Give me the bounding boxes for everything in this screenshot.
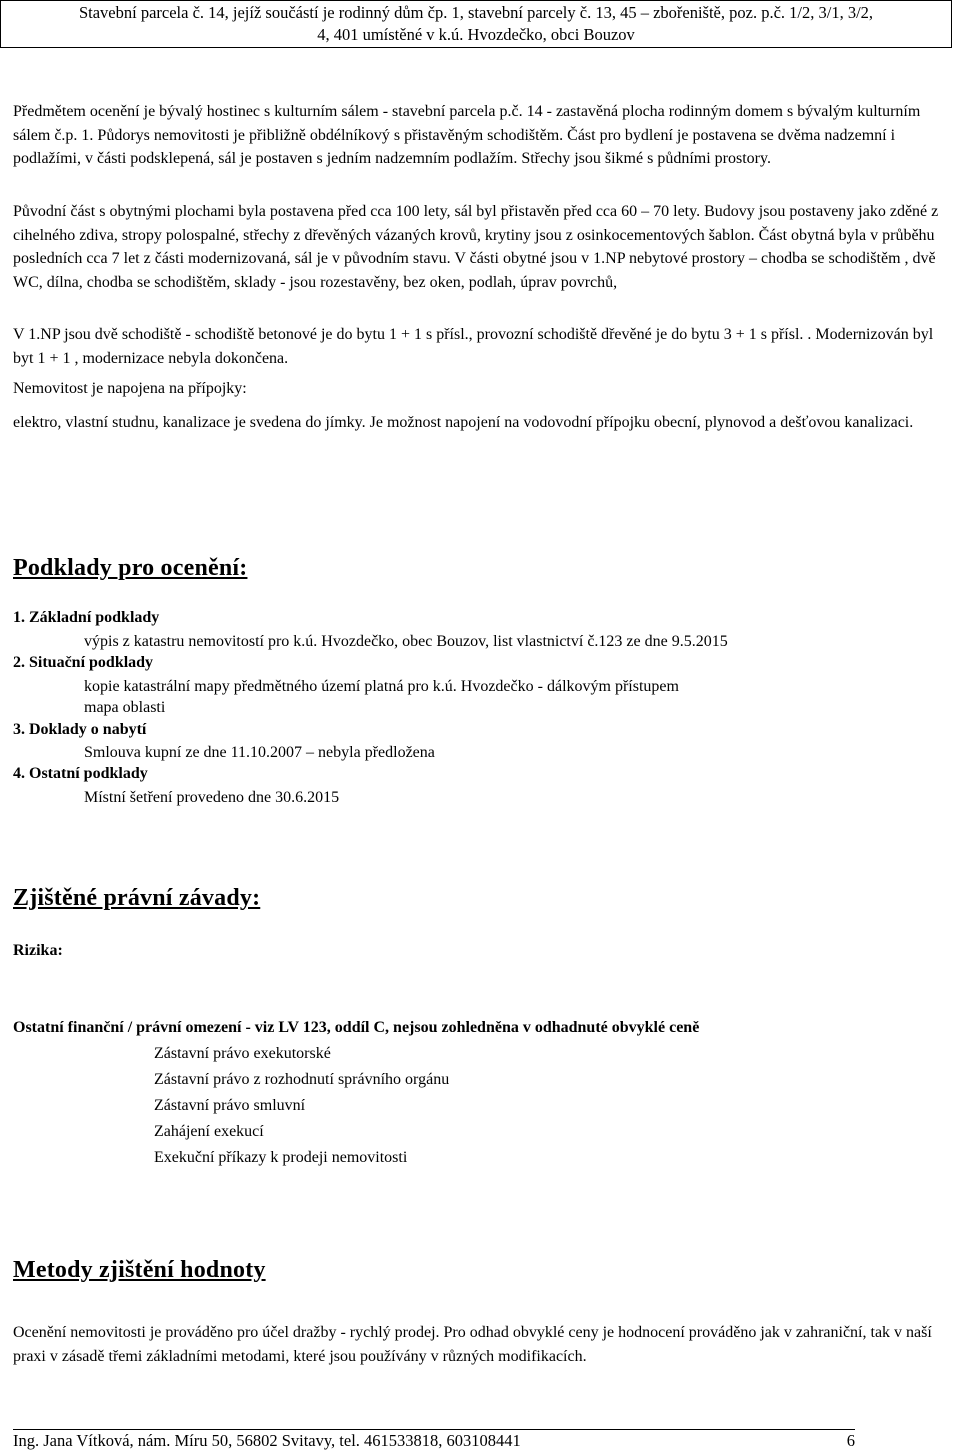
omezeni-item: Zahájení exekucí	[154, 1123, 264, 1140]
omezeni-item: Zástavní právo z rozhodnutí správního orgánu	[154, 1071, 450, 1088]
paragraph-connections: elektro, vlastní studnu, kanalizace je svedena do jímky. Je možnost napojení na vodovodní přípojku obecní, plynovod a dešťovou kanalizaci.	[13, 414, 914, 431]
footer-author: Ing. Jana Vítková, nám. Míru 50, 56802 Svitavy, tel. 461533818, 603108441	[13, 1431, 521, 1450]
podklady-item-1-detail: výpis z katastru nemovitostí pro k.ú. Hvozdečko, obec Bouzov, list vlastnictví č.123 ze dne 9.5.2015	[84, 633, 728, 650]
omezeni-item: Exekuční příkazy k prodeji nemovitosti	[154, 1149, 408, 1166]
header-line-2: 4, 401 umístěné v k.ú. Hvozdečko, obci Bouzov	[317, 25, 635, 44]
paragraph-subject: Předmětem ocenění je bývalý hostinec s kulturním sálem - stavební parcela p.č. 14 - zastavěná plocha rodinným domem s bývalým kulturním sálem č.p. 1. Půdorys nemovitosti je přibližně obdélníkový s přistavěným schodištěm. Část pro bydlení je postavena se dvěma nadzemní i podlažími, v části podsklepená, sál je postaven s jedním nadzemním podlažím. Střechy jsou šikmé s půdními prostory.	[13, 103, 921, 167]
heading-zavady: Zjištěné právní závady:	[13, 885, 261, 911]
podklady-item-2-title: 2. Situační podklady	[13, 654, 154, 671]
page-footer	[13, 1429, 855, 1452]
paragraph-history: Původní část s obytnými plochami byla postavena před cca 100 lety, sál byl přistavěn před cca 60 – 70 lety. Budovy jsou postaveny jako zděné z cihelného zdiva, stropy polospalné, střechy z dřevěných vázaných krovů, krytiny jsou z osinkocementových šablon. Část obytná byla v průběhu posledních cca 7 let z části modernizovaná, sál je v původním stavu. V části obytné jsou v 1.NP nebytové prostory – chodba se schodištěm , dvě WC, dílna, chodba se schodištěm, sklady - jsou rozestavěny, bez oken, podlah, úprav povrchů,	[13, 203, 939, 291]
paragraph-staircases: V 1.NP jsou dvě schodiště - schodiště betonové je do bytu 1 + 1 s přísl., provozní schodiště dřevěné je do bytu 3 + 1 s přísl. . Modernizován byl byt 1 + 1 , modernizace nebyla dokončena.	[13, 326, 934, 367]
podklady-item-2-detail-1: kopie katastrální mapy předmětného území platná pro k.ú. Hvozdečko - dálkovým přístupem	[84, 678, 679, 695]
podklady-item-1-title: 1. Základní podklady	[13, 609, 160, 626]
page-number: 6	[846, 1431, 855, 1450]
omezeni-item: Zástavní právo exekutorské	[154, 1045, 331, 1062]
heading-podklady: Podklady pro ocenění:	[13, 555, 248, 581]
podklady-item-4-detail: Místní šetření provedeno dne 30.6.2015	[84, 789, 340, 806]
page-header	[0, 0, 952, 48]
heading-metody: Metody zjištění hodnoty	[13, 1257, 266, 1283]
paragraph-metody: Ocenění nemovitosti je prováděno pro účel dražby - rychlý prodej. Pro odhad obvyklé ceny je hodnocení prováděno jak v zahraniční, tak v naší praxi v zásadě třemi základními metodami, které jsou používány v různých modifikacích.	[13, 1324, 932, 1365]
omezeni-item: Zástavní právo smluvní	[154, 1097, 306, 1114]
podklady-item-4-title: 4. Ostatní podklady	[13, 765, 148, 782]
podklady-item-3-detail: Smlouva kupní ze dne 11.10.2007 – nebyla předložena	[84, 744, 435, 761]
podklady-item-3-title: 3. Doklady o nabytí	[13, 721, 147, 738]
podklady-item-2-detail-2: mapa oblasti	[84, 699, 166, 716]
paragraph-connections-label: Nemovitost je napojena na přípojky:	[13, 380, 247, 397]
rizika-label: Rizika:	[13, 942, 63, 959]
header-line-1: Stavební parcela č. 14, jejíž součástí je rodinný dům čp. 1, stavební parcely č. 13, 45 – zbořeniště, poz. p.č. 1/2, 3/1, 3/2,	[78, 3, 874, 22]
omezeni-title: Ostatní finanční / právní omezení - viz LV 123, oddíl C, nejsou zohledněna v odhadnuté obvyklé ceně	[13, 1019, 700, 1036]
